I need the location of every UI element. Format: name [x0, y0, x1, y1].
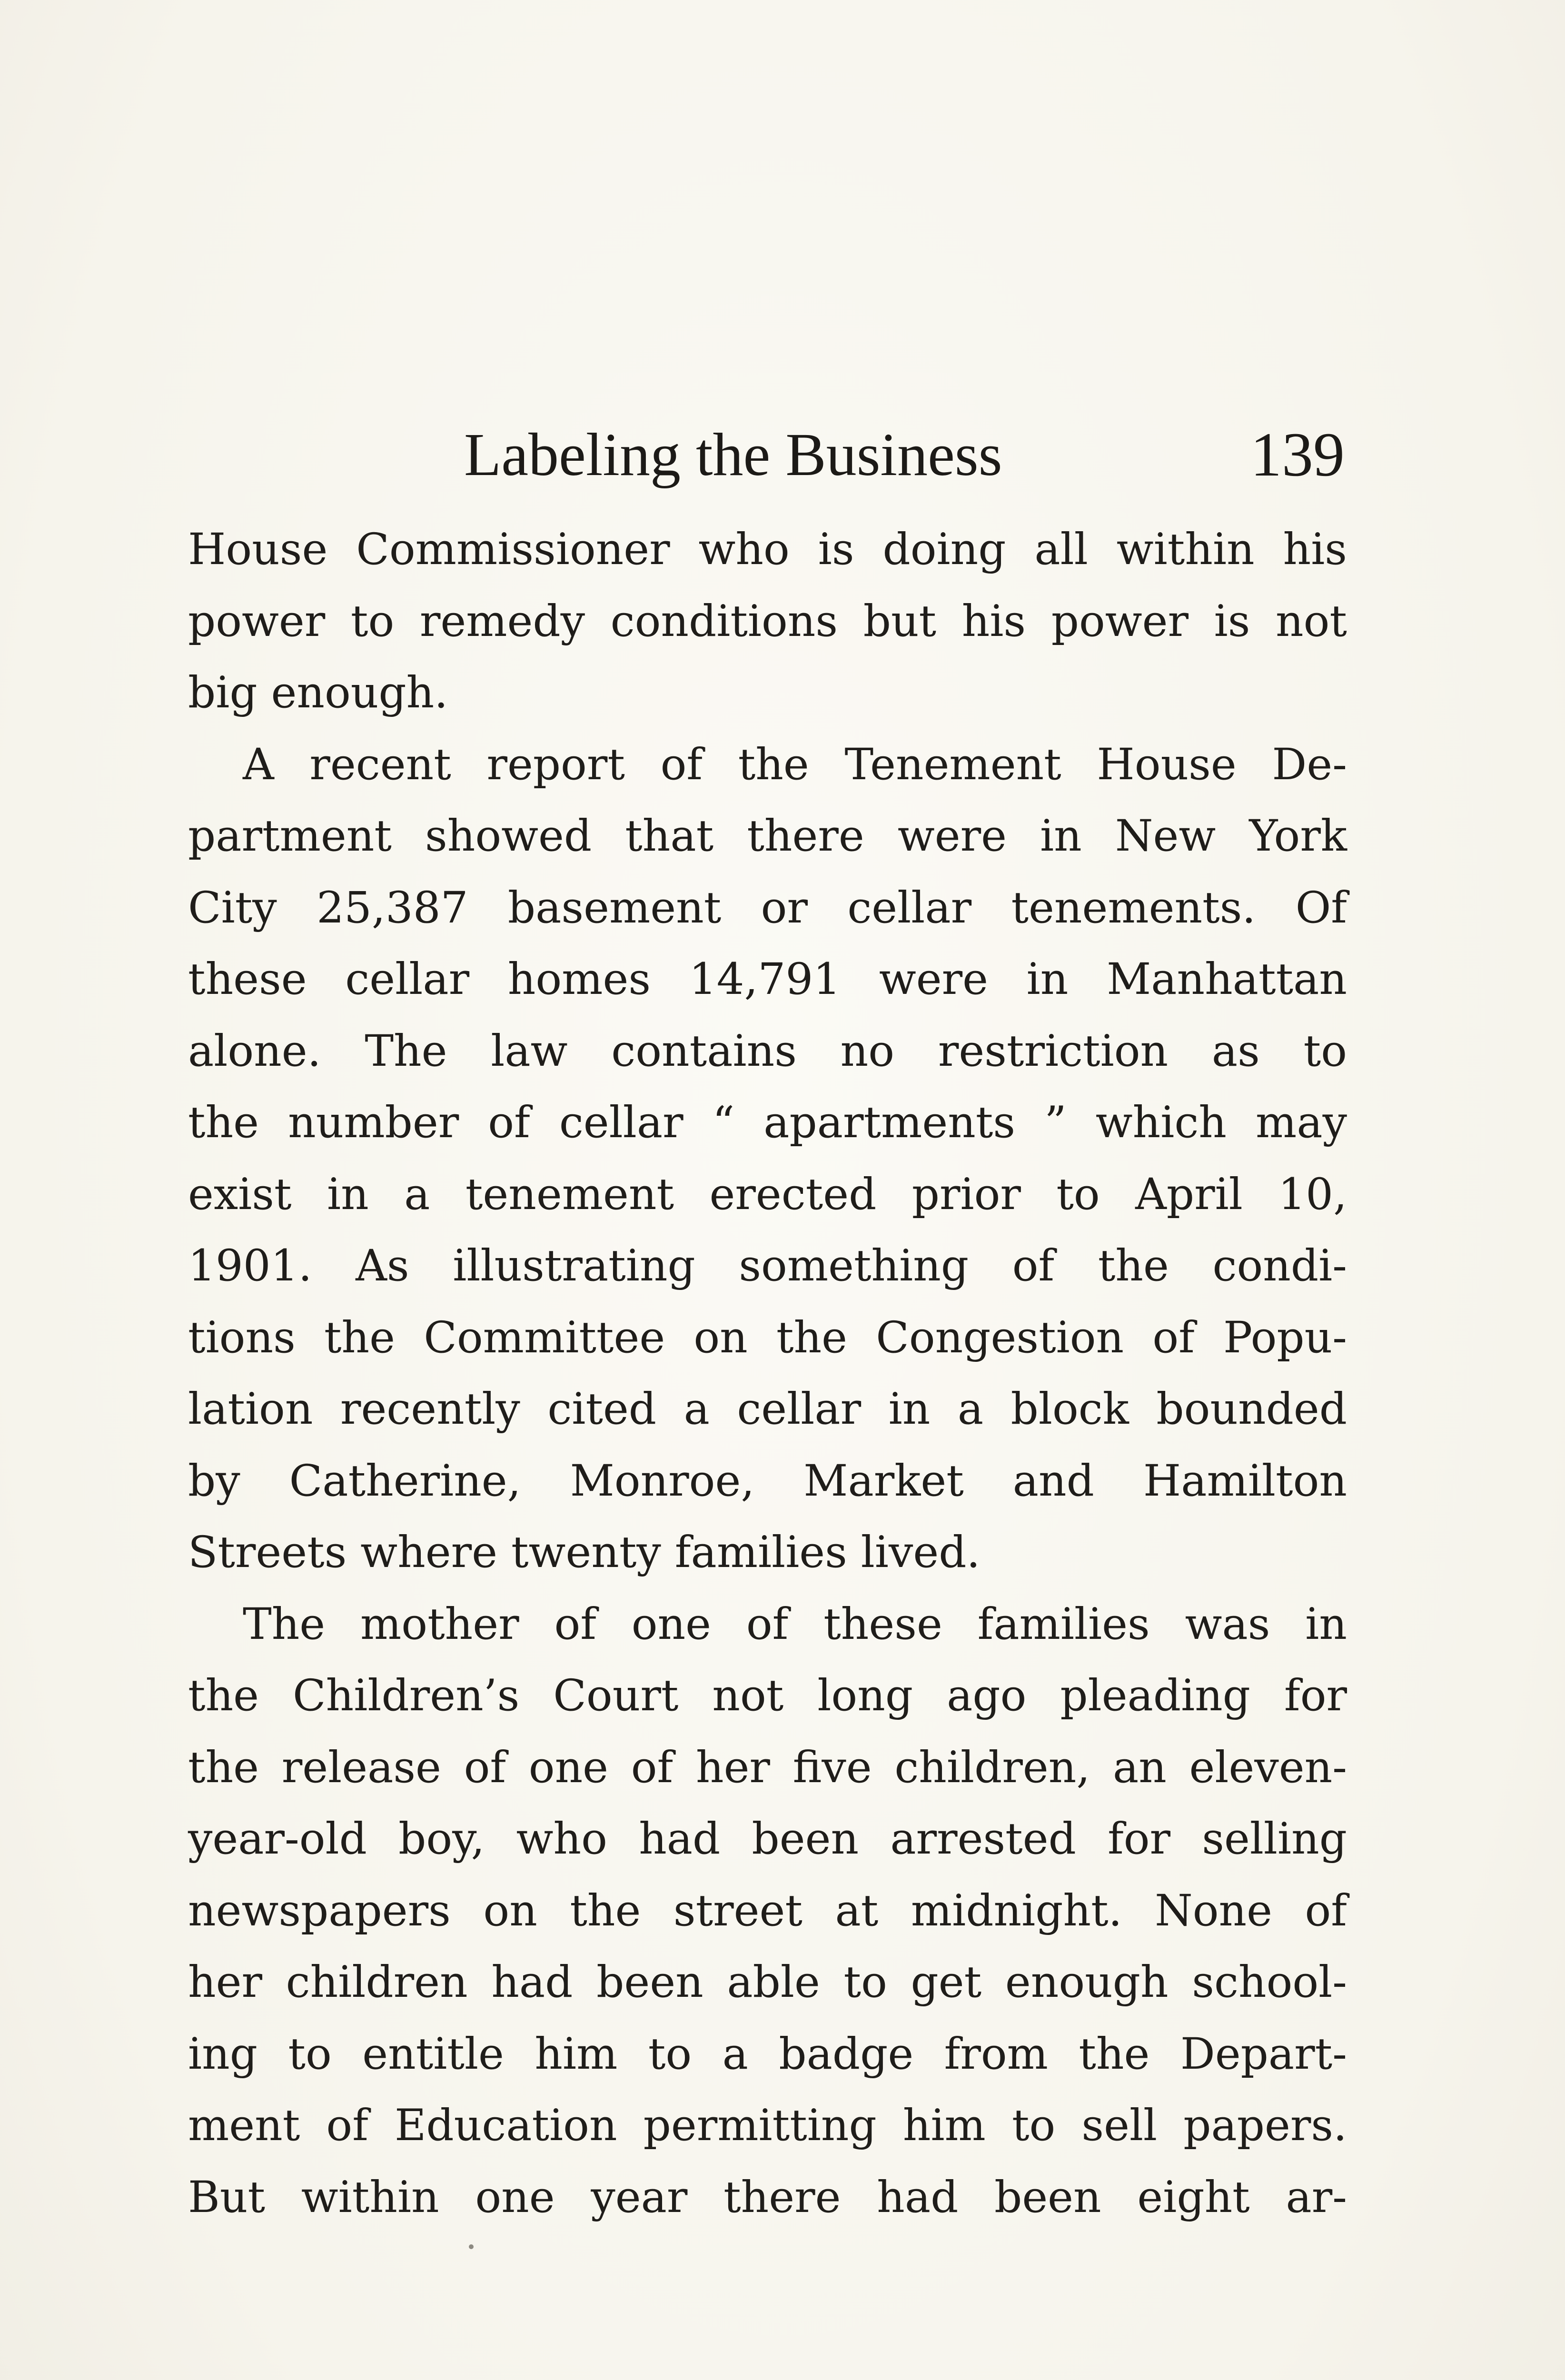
text-line: 1901. As illustrating something of the condi-: [188, 1241, 1347, 1291]
text-line: A recent report of the Tenement House De-: [243, 739, 1347, 790]
text-line: Streets where twenty families lived.: [188, 1527, 981, 1577]
text-line: House Commissioner who is doing all within his: [188, 525, 1347, 575]
text-line: But within one year there had been eight ar-: [188, 2172, 1347, 2222]
text-line: lation recently cited a cellar in a block bounded: [188, 1384, 1347, 1434]
text-line: City 25,387 basement or cellar tenements. Of: [188, 883, 1347, 933]
paragraph-2: [188, 729, 1347, 1589]
text-line: by Catherine, Monroe, Market and Hamilton: [188, 1456, 1347, 1506]
text-line: exist in a tenement erected prior to April 10,: [188, 1169, 1347, 1220]
text-line: ment of Education permitting him to sell papers.: [188, 2101, 1347, 2151]
running-head: [464, 416, 1359, 493]
text-line: her children had been able to get enough school-: [188, 1957, 1347, 2007]
text-line: The mother of one of these families was in: [243, 1599, 1347, 1649]
text-line: the number of cellar “ apartments ” which may: [188, 1098, 1347, 1148]
text-line: these cellar homes 14,791 were in Manhattan: [188, 954, 1347, 1004]
paragraph-1: [188, 514, 1347, 729]
paragraph-3: [188, 1589, 1347, 2234]
paper-speck: [469, 2244, 474, 2249]
text-line: ing to entitle him to a badge from the Depart-: [188, 2029, 1347, 2079]
text-line: the Children’s Court not long ago pleading for: [188, 1671, 1347, 1721]
running-title: Labeling the Business: [464, 421, 1002, 488]
text-line: newspapers on the street at midnight. None of: [188, 1885, 1347, 1936]
body-text: [188, 514, 1347, 2233]
text-line: power to remedy conditions but his power is not: [188, 596, 1347, 646]
text-line: partment showed that there were in New York: [188, 811, 1347, 861]
text-line: year-old boy, who had been arrested for selling: [188, 1814, 1347, 1864]
text-line: big enough.: [188, 668, 448, 718]
text-line: tions the Committee on the Congestion of Popu-: [188, 1312, 1347, 1363]
page-number: 139: [1250, 419, 1345, 489]
text-line: the release of one of her five children, an eleven-: [188, 1742, 1347, 1793]
text-line: alone. The law contains no restriction as to: [188, 1026, 1347, 1076]
